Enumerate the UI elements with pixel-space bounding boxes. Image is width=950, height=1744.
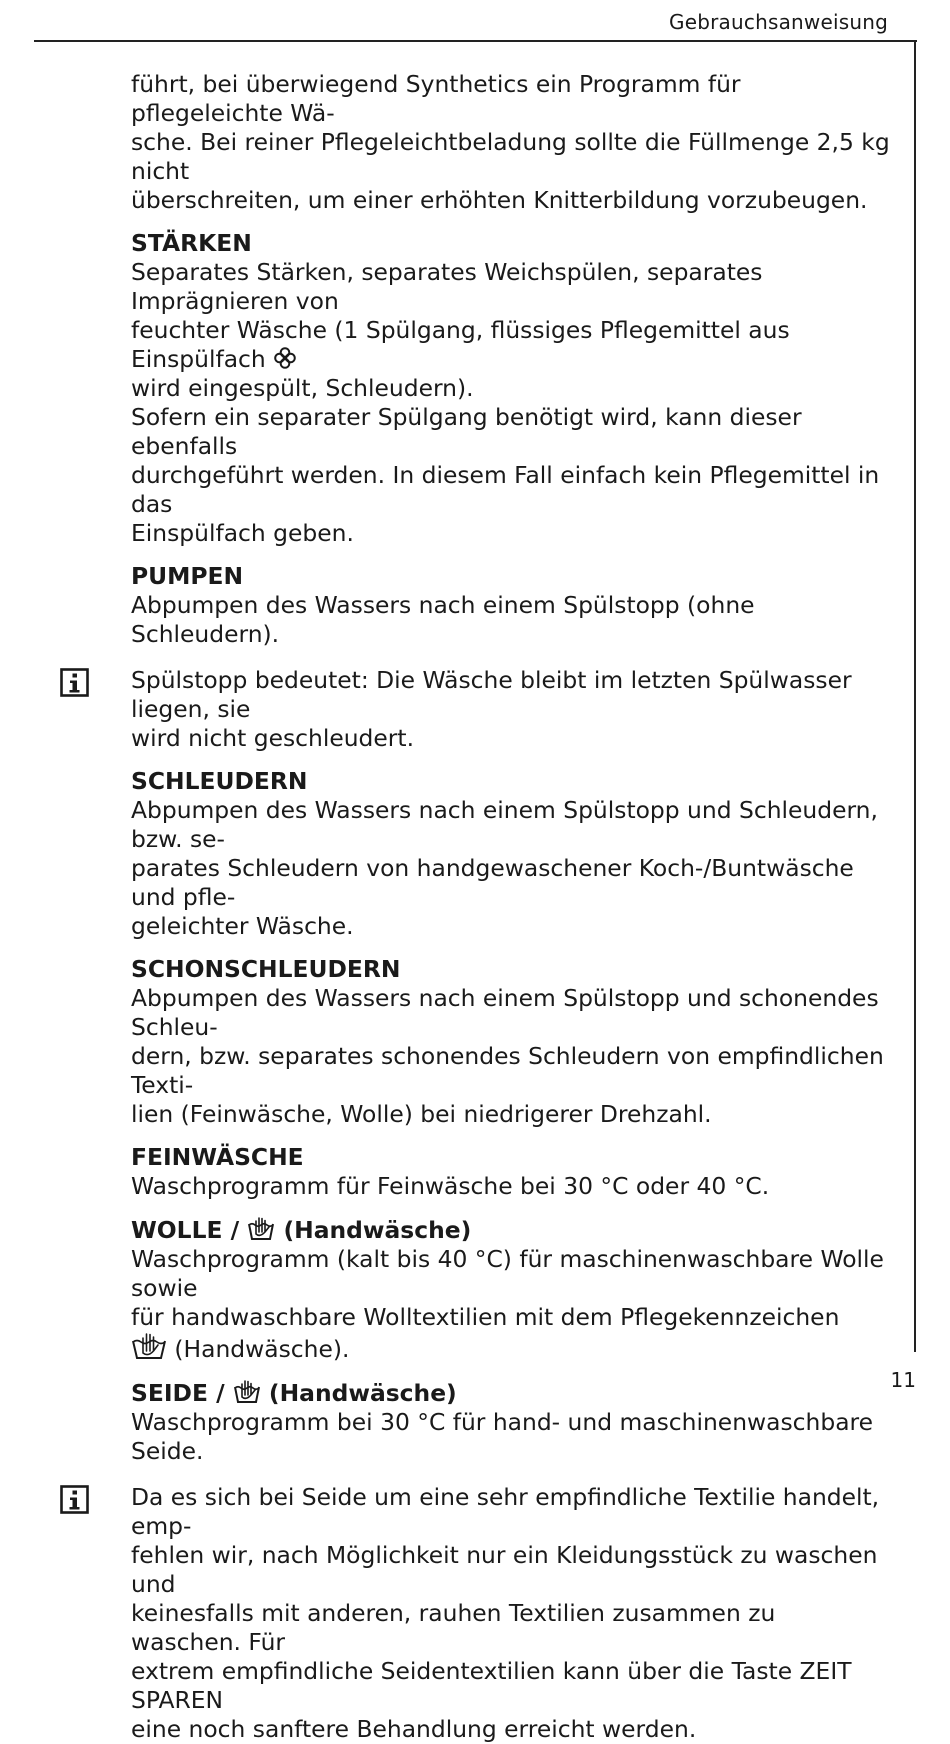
seide-heading-part2: (Handwäsche) xyxy=(260,1379,457,1407)
wolle-heading-part1: WOLLE / xyxy=(131,1216,248,1244)
seide-text: Waschprogramm bei 30 °C für hand- und maschinenwaschbare Seide. xyxy=(131,1408,874,1465)
wolle-heading xyxy=(131,1215,891,1245)
staerken-text-part2: wird eingespült, Schleudern). Sofern ein separater Spülgang benötigt wird, kann dieser ebenfalls durchgeführt werden. In diesem Fall einfach kein Pflegemittel in das Einspülfach geben. xyxy=(131,374,880,547)
flower-icon xyxy=(273,346,297,370)
hand-wash-icon xyxy=(131,1332,167,1360)
wolle-text xyxy=(131,1245,891,1364)
note1-text: Spülstopp bedeutet: Die Wäsche bleibt im letzten Spülwasser liegen, sie wird nicht geschleudert. xyxy=(131,666,852,752)
seide-heading-part1: SEIDE / xyxy=(131,1379,233,1407)
note-spuelstopp xyxy=(131,666,891,753)
info-icon xyxy=(60,668,89,697)
section-schonschleudern xyxy=(131,955,891,1129)
seide-heading xyxy=(131,1378,891,1408)
feinwaesche-heading: FEINWÄSCHE xyxy=(131,1143,304,1171)
right-margin-rule xyxy=(914,40,916,1352)
schleudern-heading: SCHLEUDERN xyxy=(131,767,308,795)
hand-wash-icon xyxy=(233,1378,261,1404)
section-seide xyxy=(131,1378,891,1466)
schleudern-text: Abpumpen des Wassers nach einem Spülstopp und Schleudern, bzw. se- parates Schleudern von handgewaschener Koch-/Buntwäsche und pfle- geleichter Wäsche. xyxy=(131,796,878,940)
page-content xyxy=(131,70,891,1744)
wolle-text-main: Waschprogramm (kalt bis 40 °C) für maschinenwaschbare Wolle sowie für handwaschbare Wolltextilien mit dem Pflegekennzeichen xyxy=(131,1245,884,1331)
section-wolle xyxy=(131,1215,891,1364)
page-number: 11 xyxy=(890,1368,916,1392)
intro-paragraph: führt, bei überwiegend Synthetics ein Programm für pflegeleichte Wä- sche. Bei reiner Pflegeleichtbeladung sollte die Füllmenge 2,5 kg nicht überschreiten, um einer erhöhten Knitterbildung vorzubeugen. xyxy=(131,70,890,214)
note2-text: Da es sich bei Seide um eine sehr empfindliche Textilie handelt, emp- fehlen wir, nach Möglichkeit nur ein Kleidungsstück zu waschen und keinesfalls mit anderen, rauhen Textilien zusammen zu waschen. Für extrem empfindliche Seidentextilien kann über die Taste ZEIT SPAREN eine noch sanftere Behandlung erreicht werden. xyxy=(131,1483,880,1743)
info-icon xyxy=(60,1485,89,1514)
pumpen-heading: PUMPEN xyxy=(131,562,244,590)
section-schleudern xyxy=(131,767,891,941)
schonschleudern-heading: SCHONSCHLEUDERN xyxy=(131,955,401,983)
hand-wash-icon xyxy=(247,1215,275,1241)
staerken-text xyxy=(131,258,891,548)
feinwaesche-text: Waschprogramm für Feinwäsche bei 30 °C oder 40 °C. xyxy=(131,1172,770,1200)
header-title: Gebrauchsanweisung xyxy=(669,10,888,34)
header-divider xyxy=(34,40,917,42)
section-pumpen xyxy=(131,562,891,649)
wolle-heading-part2: (Handwäsche) xyxy=(275,1216,472,1244)
staerken-text-part1: Separates Stärken, separates Weichspülen, separates Imprägnieren von feuchter Wäsche (1 Spülgang, flüssiges Pflegemittel aus Einspülfach xyxy=(131,258,790,373)
staerken-heading: STÄRKEN xyxy=(131,229,252,257)
section-staerken xyxy=(131,229,891,548)
schonschleudern-text: Abpumpen des Wassers nach einem Spülstopp und schonendes Schleu- dern, bzw. separates schonendes Schleudern von empfindlichen Texti- lien (Feinwäsche, Wolle) bei niedrigerer Drehzahl. xyxy=(131,984,884,1128)
wolle-text-end: (Handwäsche). xyxy=(167,1335,350,1363)
note-seide xyxy=(131,1483,891,1744)
section-feinwaesche xyxy=(131,1143,891,1201)
pumpen-text: Abpumpen des Wassers nach einem Spülstopp (ohne Schleudern). xyxy=(131,591,755,648)
